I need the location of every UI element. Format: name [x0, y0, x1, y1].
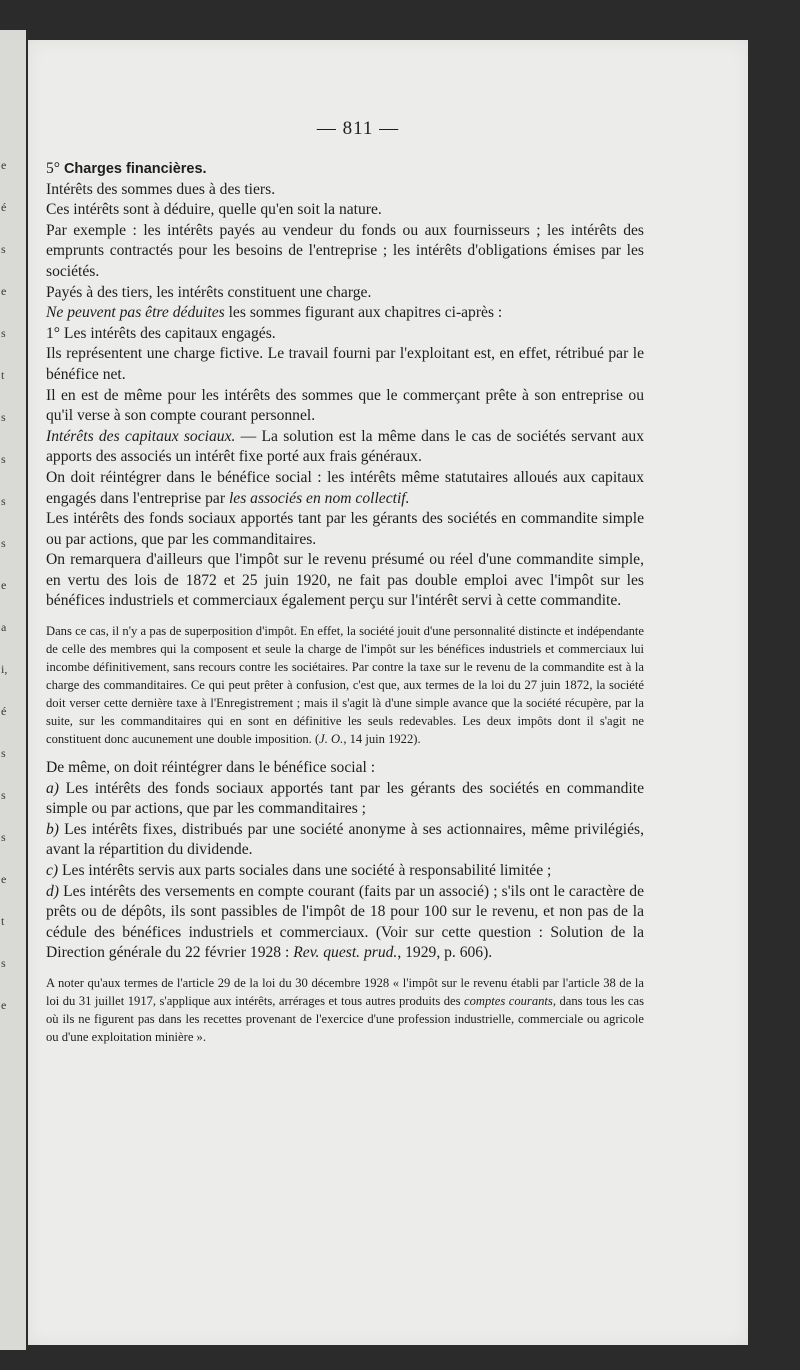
- document-page: [28, 40, 748, 1345]
- prev-page-fragment: t: [1, 368, 5, 382]
- prev-page-fragment: a: [1, 620, 7, 634]
- body-paragraph: [46, 303, 644, 324]
- paragraph-text: Les intérêts fixes, distribués par une société anonyme à ses actionnaires, même privilégiés, avant la répartition du dividende.: [46, 820, 644, 859]
- spacer: [46, 964, 644, 974]
- paragraph-text: On remarquera d'ailleurs que l'impôt sur le revenu présumé ou réel d'une commandite simple, en vertu des lois de 1872 et 25 juin 1920, ne fait pas double emploi avec l'impôt sur les bénéfices industriels et commerciaux également perçu sur l'intérêt servi à cette commandite.: [46, 551, 644, 610]
- body-paragraph: [46, 221, 644, 283]
- body-paragraph: [46, 509, 644, 550]
- previous-page-edge: [0, 30, 26, 1350]
- paragraph-text: Ces intérêts sont à déduire, quelle qu'en soit la nature.: [46, 201, 382, 219]
- body-paragraph: [46, 324, 644, 345]
- paragraph-text: Payés à des tiers, les intérêts constituent une charge.: [46, 283, 372, 301]
- italic-lead: b): [46, 820, 59, 838]
- paragraph-text: A noter qu'aux termes de l'article 29 de la loi du 30 décembre 1928 « l'impôt sur le revenu établi par l'article 38 de la loi du 31 juillet 1917, s'applique aux intérêts, arrérages et tous autres produits des: [46, 976, 644, 1008]
- prev-page-fragment: i,: [1, 662, 8, 676]
- body-paragraph: [46, 283, 644, 304]
- italic-lead: Intérêts des capitaux sociaux.: [46, 427, 236, 445]
- paragraph-text: les sommes figurant aux chapitres ci-après :: [224, 304, 503, 322]
- body-paragraph: [46, 758, 644, 779]
- paragraph-tail: , 1929, p. 606).: [397, 944, 493, 962]
- paragraph-text: Par exemple : les intérêts payés au vendeur du fonds ou aux fournisseurs ; les intérêts des emprunts contractés pour les besoins de l'entreprise ; les intérêts d'obligations émises par les sociétés.: [46, 221, 644, 280]
- prev-page-fragment: s: [1, 410, 6, 424]
- heading-text: Charges financières.: [63, 161, 207, 177]
- italic-lead: d): [46, 882, 59, 900]
- paragraph-text: De même, on doit réintégrer dans le bénéfice social :: [46, 759, 376, 777]
- page-number: — 811 —: [316, 118, 400, 139]
- paragraph-text: 1° Les intérêts des capitaux engagés.: [46, 324, 276, 342]
- italic-lead: Ne peuvent pas être déduites: [46, 304, 225, 322]
- body-paragraph: [46, 200, 644, 221]
- heading-number: 5°: [46, 160, 64, 177]
- prev-page-fragment: e: [1, 284, 7, 298]
- prev-page-fragment: s: [1, 956, 6, 970]
- paragraph-text: Ils représentent une charge fictive. Le travail fourni par l'exploitant est, en effet, rétribué par le bénéfice net.: [46, 345, 644, 383]
- body-paragraph: [46, 550, 644, 612]
- prev-page-fragment: t: [1, 914, 5, 928]
- prev-page-fragment: s: [1, 788, 6, 802]
- italic-lead: c): [46, 862, 59, 880]
- italic-citation: les associés en nom collectif.: [228, 489, 410, 507]
- footnote-paragraph: [46, 974, 644, 1046]
- prev-page-fragment: e: [1, 872, 7, 886]
- paragraph-text: Les intérêts servis aux parts sociales dans une société à responsabilité limitée ;: [58, 862, 552, 880]
- prev-page-fragment: é: [1, 704, 7, 718]
- prev-page-fragment: s: [1, 242, 6, 256]
- body-paragraph: [46, 779, 644, 820]
- paragraph-text: On doit réintégrer dans le bénéfice social : les intérêts même statutaires alloués aux capitaux engagés dans l'entreprise par: [46, 468, 644, 507]
- prev-page-fragment: é: [1, 200, 7, 214]
- body-paragraph: [46, 882, 644, 964]
- paragraph-tail: , 14 juin 1922).: [343, 732, 421, 747]
- paragraph-text: — La solution est la même dans le cas de sociétés servant aux apports des associés un intérêt fixe porté aux frais généraux.: [46, 427, 645, 466]
- paragraph-text: Les intérêts des fonds sociaux apportés tant par les gérants des sociétés en commandite simple ou par actions, que par les commanditaires.: [46, 510, 644, 548]
- spacer: [46, 1046, 644, 1056]
- body-paragraph: [46, 180, 644, 201]
- paragraph-text: Il en est de même pour les intérêts des sommes que le commerçant prête à son entreprise ou qu'il verse à son compte courant personnel.: [46, 386, 644, 425]
- paragraph-text: Les intérêts des versements en compte courant (faits par un associé) ; s'ils ont le caractère de prêts ou de dépôts, ils sont passibles de l'impôt de 18 pour 100 sur le revenu, et non pas de la cédule des bénéfices industriels et commerciaux. (Voir sur cette question : Solution de la Direction générale du 22 février 1928 :: [46, 882, 644, 962]
- paragraph-text: Les intérêts des fonds sociaux apportés tant par les gérants des sociétés en commandite simple ou par actions, que par les commanditaires ;: [46, 779, 644, 818]
- prev-page-fragment: e: [1, 578, 7, 592]
- body-paragraph: [46, 820, 644, 861]
- paragraph-tail: , dans tous les cas où ils ne figurent pas dans les recettes provenant de l'exercice d'une profession industrielle, commerciale ou agricole ou d'une exploitation minière ».: [46, 994, 644, 1044]
- prev-page-fragment: s: [1, 326, 6, 340]
- spacer: [46, 748, 644, 758]
- prev-page-fragment: s: [1, 746, 6, 760]
- body-paragraph: [46, 468, 644, 509]
- body-paragraph: [46, 861, 644, 882]
- prev-page-fragment: s: [1, 536, 6, 550]
- prev-page-fragment: e: [1, 158, 7, 172]
- prev-page-fragment: e: [1, 998, 7, 1012]
- body-paragraph: [46, 344, 644, 385]
- prev-page-fragment: s: [1, 452, 6, 466]
- paragraph-text: Intérêts des sommes dues à des tiers.: [46, 180, 276, 198]
- prev-page-fragment: s: [1, 494, 6, 508]
- page-body: [46, 159, 644, 1056]
- body-paragraph: [46, 427, 644, 468]
- section-heading: [46, 159, 644, 180]
- spacer: [46, 612, 644, 622]
- footnote-paragraph: [46, 622, 644, 748]
- paragraph-text: Dans ce cas, il n'y a pas de superposition d'impôt. En effet, la société jouit d'une personnalité distincte et indépendante de celle des membres qui la composent et seule la charge de l'impôt sur les bénéfices industriels et commerciaux lui incombe définitivement, sans recours contre les sociétaires. Par contre la taxe sur le revenu de la commandite est à la charge des commanditaires. Ce qui peut prêter à confusion, c'est que, aux termes de la loi du 27 juin 1872, la société doit verser cette dernière taxe à l'Enregistrement ; mais il s'agit là d'une simple avance que la société récupère, par la suite, sur les commanditaires qui en sont en définitive les seuls redevables. Les deux impôts dont il s'agit ne constituent donc aucunement une double imposition. (: [46, 624, 644, 747]
- italic-citation: J. O.: [319, 732, 344, 747]
- body-paragraph: [46, 386, 644, 427]
- prev-page-fragment: s: [1, 830, 6, 844]
- italic-citation: Rev. quest. prud.: [293, 944, 398, 962]
- italic-citation: comptes courants: [464, 994, 553, 1008]
- italic-lead: a): [46, 779, 59, 797]
